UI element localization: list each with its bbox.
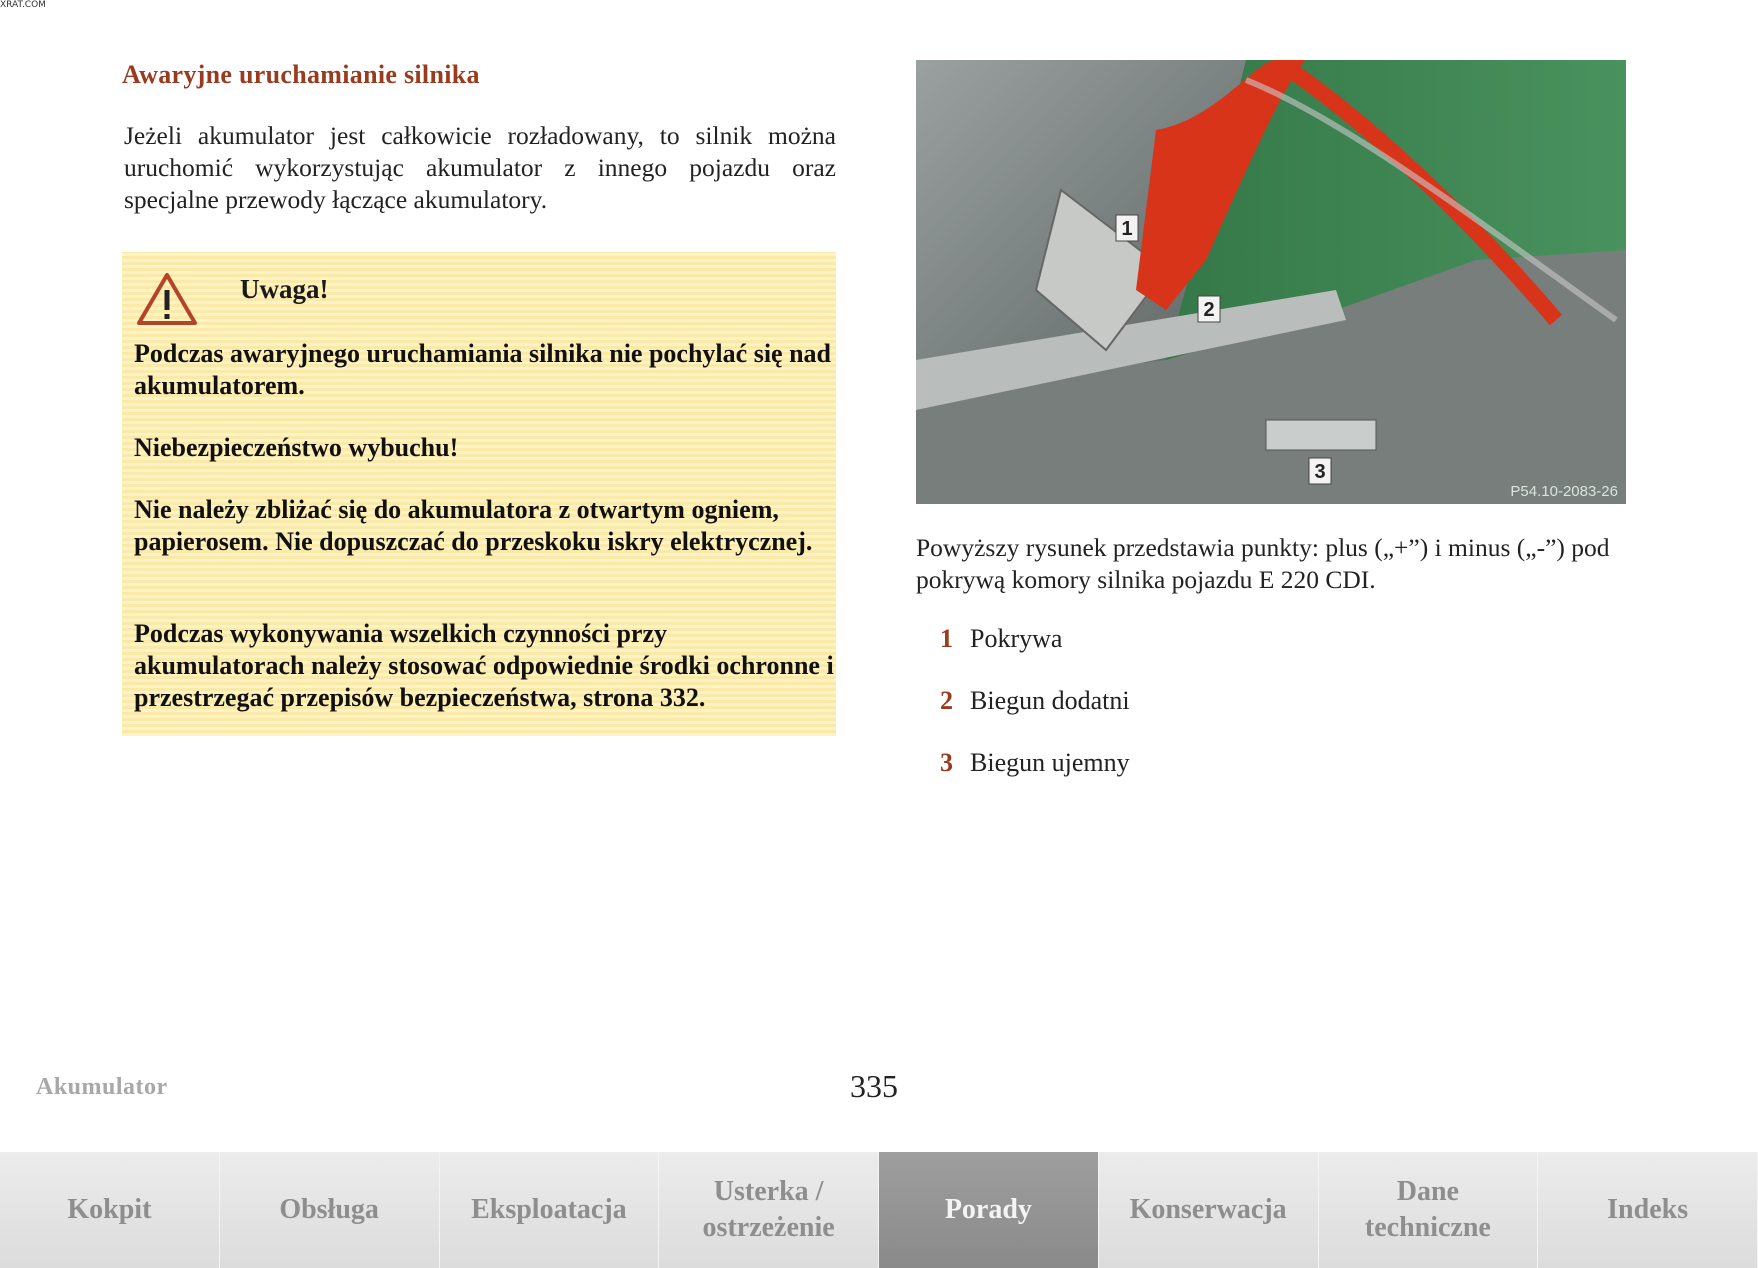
engine-bay-illustration <box>916 60 1626 504</box>
tab-konserwacja[interactable] <box>1099 1152 1319 1268</box>
legend-label: Pokrywa <box>970 624 1063 653</box>
photo-reference-code: P54.10-2083-26 <box>1510 483 1618 500</box>
tab-label: Kokpit <box>67 1194 152 1225</box>
warning-paragraph: Podczas wykonywania wszelkich czynności przy akumulatorach należy stosować odpowiednie środki ochronne i przestrzegać przepisów bezpieczeństwa, strona 332. <box>134 619 834 712</box>
tab-indeks[interactable] <box>1538 1152 1758 1268</box>
svg-text:1: 1 <box>1121 218 1133 240</box>
footer-section-name: Akumulator <box>36 1074 168 1100</box>
tab-usterka-ostrzezenie[interactable] <box>659 1152 879 1268</box>
tab-label: Usterka / <box>713 1176 824 1207</box>
watermark: XRAT.COM <box>0 0 46 10</box>
svg-text:2: 2 <box>1203 299 1215 321</box>
tab-obsluga[interactable] <box>220 1152 440 1268</box>
tab-label: Indeks <box>1607 1194 1689 1225</box>
tab-label: Porady <box>944 1194 1032 1225</box>
photo-caption: Powyższy rysunek przedstawia punkty: plus („+”) i minus („-”) pod pokrywą komory silnika pojazdu E 220 CDI. <box>916 533 1610 594</box>
section-title: Awaryjne uruchamianie silnika <box>122 60 480 89</box>
tab-porady[interactable] <box>879 1152 1099 1268</box>
svg-text:3: 3 <box>1314 461 1326 483</box>
legend-label: Biegun ujemny <box>970 748 1130 777</box>
tab-label: Eksploatacja <box>471 1194 627 1225</box>
warning-triangle-icon <box>136 272 198 326</box>
legend-item <box>940 686 1130 716</box>
tab-label: Obsługa <box>279 1194 379 1225</box>
tab-kokpit[interactable] <box>0 1152 220 1268</box>
legend-item <box>940 624 1062 654</box>
warning-paragraph: Podczas awaryjnego uruchamiania silnika nie pochylać się nad akumulatorem. <box>134 339 831 400</box>
legend-number: 3 <box>940 748 953 777</box>
intro-paragraph: Jeżeli akumulator jest całkowicie rozładowany, to silnik można uruchomić wykorzystując akumulator z innego pojazdu oraz specjalne przewody łączące akumulatory. <box>124 121 836 214</box>
legend-number: 2 <box>940 686 953 715</box>
tab-label: Dane <box>1396 1176 1459 1207</box>
warning-heading: Uwaga! <box>240 274 329 304</box>
warning-paragraph: Nie należy zbliżać się do akumulatora z otwartym ogniem, papierosem. Nie dopuszczać do przeskoku iskry elektrycznej. <box>134 495 813 556</box>
tab-eksploatacja[interactable] <box>440 1152 660 1268</box>
engine-bay-photo <box>916 60 1626 504</box>
tab-label: Konserwacja <box>1129 1194 1287 1225</box>
legend-label: Biegun dodatni <box>970 686 1130 715</box>
tab-label-line2: techniczne <box>1364 1212 1491 1243</box>
tab-label-line2: ostrzeżenie <box>702 1212 835 1243</box>
page-number: 335 <box>850 1068 898 1104</box>
warning-box <box>122 252 836 736</box>
tab-dane-techniczne[interactable] <box>1319 1152 1539 1268</box>
legend-number: 1 <box>940 624 953 653</box>
legend-item <box>940 748 1130 778</box>
warning-paragraph: Niebezpieczeństwo wybuchu! <box>134 433 459 462</box>
chapter-tab-bar <box>0 1152 1758 1268</box>
